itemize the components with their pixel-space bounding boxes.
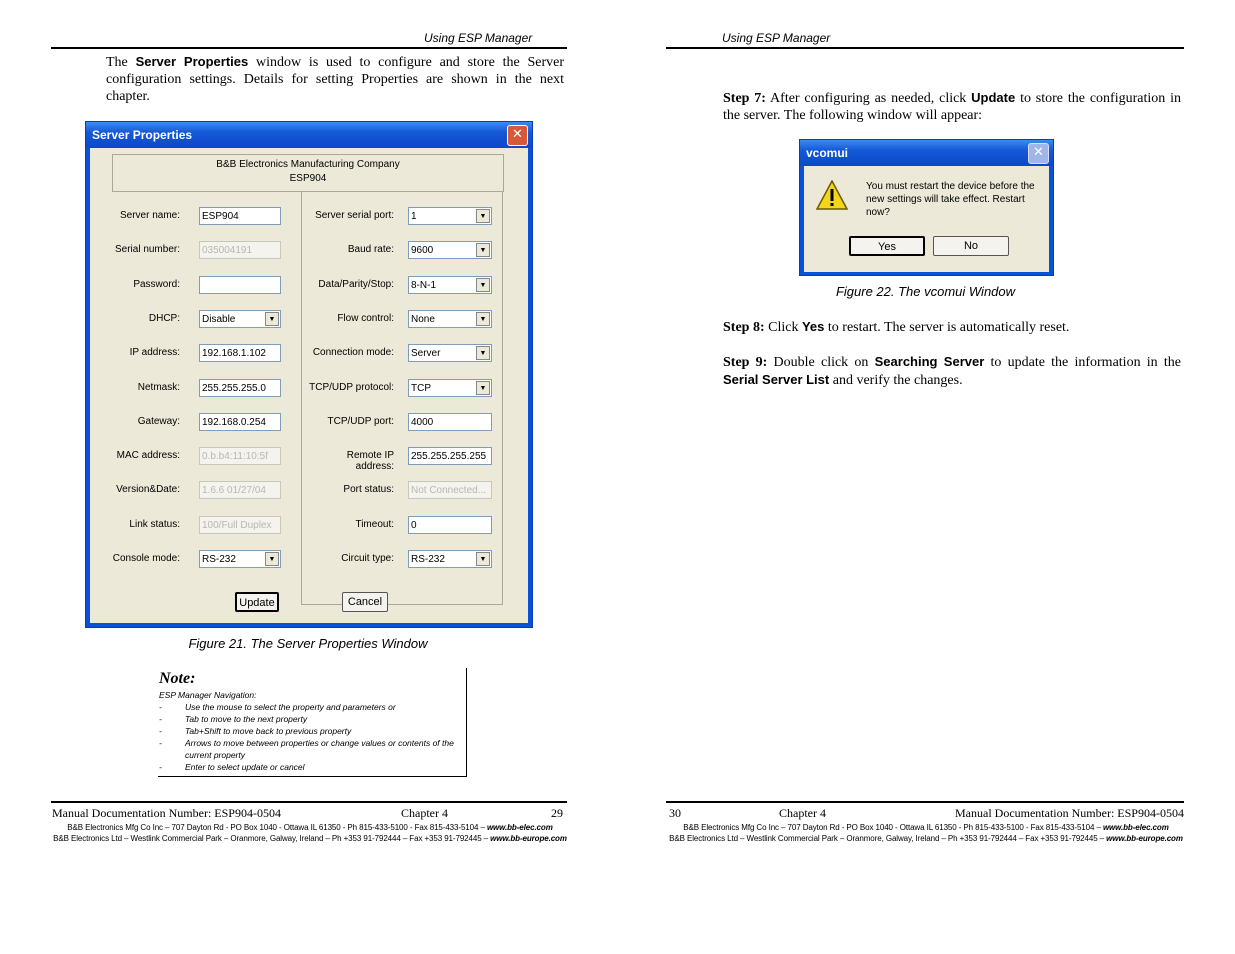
yes-button[interactable]: Yes (849, 236, 925, 256)
select-field[interactable] (408, 550, 492, 568)
field-value: TCP (411, 383, 431, 394)
chevron-down-icon[interactable]: ▼ (265, 312, 279, 326)
note-item: Tab+Shift to move back to previous property (185, 726, 352, 736)
select-field[interactable] (199, 310, 281, 328)
field-value: Not Connected... (411, 485, 487, 496)
note-box (158, 668, 467, 777)
field-label: Data/Parity/Stop: (318, 279, 394, 290)
field-label: Connection mode: (312, 347, 394, 358)
chevron-down-icon[interactable]: ▼ (476, 312, 490, 326)
title-bar (86, 122, 532, 148)
field-label: Baud rate: (347, 244, 394, 255)
field-label: Netmask: (137, 382, 180, 393)
field-value: RS-232 (202, 554, 236, 565)
intro-paragraph (106, 53, 564, 105)
dialog-body (804, 166, 1049, 272)
field-value: 9600 (411, 245, 434, 256)
chevron-down-icon[interactable]: ▼ (476, 209, 490, 223)
text-field[interactable] (199, 413, 281, 431)
field-value: 192.168.1.102 (202, 348, 266, 359)
footer-rule (51, 801, 567, 803)
field-label: DHCP: (148, 313, 180, 324)
address-text: B&B Electronics Ltd – Westlink Commercial Park – Oranmore, Galway, Ireland – Ph +353 91-792444 – Fax +353 91-792445 – (669, 834, 1107, 843)
step-bold: Serial Server List (723, 372, 830, 387)
field-label: Port status: (343, 484, 394, 495)
field-value: RS-232 (411, 554, 445, 565)
step-7 (723, 89, 1181, 124)
text-field (199, 481, 281, 499)
bullet-dash: - (159, 702, 162, 712)
step-9 (723, 353, 1181, 389)
address-text: B&B Electronics Ltd – Westlink Commercial Park – Oranmore, Galway, Ireland – Ph +353 91-792444 – Fax +353 91-792445 – (53, 834, 491, 843)
step-text: and verify the changes. (829, 373, 963, 388)
intro-text: The (106, 55, 136, 70)
window-title: vcomui (806, 146, 849, 160)
right-footer-chapter: Chapter 4 (779, 806, 826, 820)
company-banner (112, 154, 504, 192)
right-address-eu (656, 834, 1196, 843)
step-8 (723, 318, 1181, 336)
step-text: Click (764, 320, 802, 335)
field-value: 100/Full Duplex (202, 520, 272, 531)
field-label: Gateway: (137, 416, 180, 427)
select-field[interactable] (408, 379, 492, 397)
address-text: B&B Electronics Mfg Co Inc – 707 Dayton Rd - PO Box 1040 - Ottawa IL 61350 - Ph 815-433-5100 - Fax 815-433-5104 – (67, 823, 487, 832)
left-footer-page: 29 (551, 806, 563, 820)
note-item: Use the mouse to select the property and parameters or (185, 702, 396, 712)
step-text: to update the information in the (984, 355, 1181, 370)
bullet-dash: - (159, 762, 162, 772)
field-value: None (411, 314, 435, 325)
text-field[interactable] (199, 379, 281, 397)
close-icon[interactable]: ✕ (1028, 143, 1049, 164)
field-value: 0 (411, 520, 417, 531)
text-field (199, 447, 281, 465)
select-field[interactable] (408, 207, 492, 225)
step-bold: Searching Server (874, 354, 985, 369)
figure-22-caption: Figure 22. The vcomui Window (835, 284, 1016, 299)
field-label: Link status: (129, 519, 180, 530)
left-footer-chapter: Chapter 4 (401, 806, 448, 820)
select-field[interactable] (199, 550, 281, 568)
text-field[interactable] (408, 447, 492, 465)
address-text: B&B Electronics Mfg Co Inc – 707 Dayton Rd - PO Box 1040 - Ottawa IL 61350 - Ph 815-433-5100 - Fax 815-433-5104 – (683, 823, 1103, 832)
text-field[interactable] (199, 276, 281, 294)
update-button[interactable]: Update (235, 592, 279, 612)
chevron-down-icon[interactable]: ▼ (476, 278, 490, 292)
step-text: Double click on (767, 355, 875, 370)
step-label: Step 8: (723, 320, 765, 335)
field-label: Circuit type: (341, 553, 394, 564)
header-rule (51, 47, 567, 49)
select-field[interactable] (408, 310, 492, 328)
field-label: MAC address: (116, 450, 180, 461)
field-value: 035004191 (202, 245, 253, 256)
footer-rule (666, 801, 1184, 803)
chevron-down-icon[interactable]: ▼ (265, 552, 279, 566)
title-bar (800, 140, 1053, 166)
note-subtitle: ESP Manager Navigation: (159, 690, 257, 700)
field-label: TCP/UDP port: (327, 416, 394, 427)
right-page-header: Using ESP Manager (722, 31, 831, 45)
field-value: 4000 (411, 417, 434, 428)
server-properties-window (85, 121, 533, 628)
left-address-eu (40, 834, 580, 843)
select-field[interactable] (408, 276, 492, 294)
web-link[interactable]: www.bb-europe.com (1106, 834, 1183, 843)
intro-text: window is used to configure and store the Server configuration settings. Details for setting Properties are shown in the next chapter. (106, 55, 565, 104)
chevron-down-icon[interactable]: ▼ (476, 346, 490, 360)
step-bold: Yes (801, 319, 825, 334)
field-label: TCP/UDP protocol: (309, 382, 394, 393)
field-value: 255.255.255.0 (202, 383, 266, 394)
left-page-header: Using ESP Manager (424, 31, 533, 45)
field-label: Flow control: (337, 313, 394, 324)
field-value: Server (411, 348, 441, 359)
bullet-dash: - (159, 738, 162, 748)
dialog-body (90, 148, 528, 623)
note-title: Note: (159, 670, 196, 687)
field-value: 192.168.0.254 (202, 417, 266, 428)
field-value: 0.b.b4:11:10:5f (202, 451, 268, 462)
cancel-button[interactable]: Cancel (342, 592, 388, 612)
bullet-dash: - (159, 726, 162, 736)
text-field[interactable] (199, 344, 281, 362)
text-field[interactable] (408, 413, 492, 431)
chevron-down-icon[interactable]: ▼ (476, 381, 490, 395)
note-item: Enter to select update or cancel (185, 762, 305, 772)
web-link[interactable]: www.bb-elec.com (1102, 823, 1169, 832)
field-label: Version&Date: (116, 484, 180, 495)
field-value: 8-N-1 (411, 280, 437, 291)
note-item: Tab to move to the next property (185, 714, 308, 724)
chevron-down-icon[interactable]: ▼ (476, 552, 490, 566)
field-label: Server name: (119, 210, 180, 221)
no-button[interactable]: No (933, 236, 1009, 256)
field-value: Disable (202, 314, 236, 325)
field-label: Serial number: (114, 244, 180, 255)
field-label: Timeout: (355, 519, 394, 530)
field-label: Password: (133, 279, 180, 290)
field-value: 255.255.255.255 (411, 451, 487, 462)
left-address-us (40, 823, 580, 832)
left-footer-doc: Manual Documentation Number: ESP904-0504 (52, 806, 281, 820)
field-value: 1 (411, 211, 417, 222)
step-text: to store the configuration in the server. The following window will appear: (723, 91, 1181, 123)
close-icon[interactable]: ✕ (507, 125, 528, 146)
step-text: to restart. The server is automatically reset. (824, 320, 1070, 335)
chevron-down-icon[interactable]: ▼ (476, 243, 490, 257)
bullet-dash: - (159, 714, 162, 724)
field-label: IP address: (129, 347, 180, 358)
model-name: ESP904 (289, 173, 327, 184)
select-field[interactable] (408, 241, 492, 259)
vcomui-message: You must restart the device before the new settings will take effect. Restart now? (866, 181, 1035, 218)
text-field (199, 241, 281, 259)
step-label: Step 7: (723, 91, 766, 106)
step-label: Step 9: (723, 355, 768, 370)
web-link[interactable]: www.bb-europe.com (490, 834, 567, 843)
select-field[interactable] (408, 344, 492, 362)
right-address-us (656, 823, 1196, 832)
step-text: After configuring as needed, click (765, 91, 972, 106)
field-label: Server serial port: (315, 210, 394, 221)
figure-21-caption: Figure 21. The Server Properties Window (188, 636, 428, 651)
company-name: B&B Electronics Manufacturing Company (216, 159, 400, 170)
field-label: Remote IP address: (346, 450, 394, 472)
field-value: ESP904 (202, 211, 239, 222)
text-field[interactable] (408, 516, 492, 534)
right-footer-doc: Manual Documentation Number: ESP904-0504 (955, 806, 1184, 820)
text-field (408, 481, 492, 499)
warning-icon (816, 180, 848, 210)
right-footer-page: 30 (669, 806, 681, 820)
field-label: Console mode: (112, 553, 180, 564)
intro-bold: Server Properties (135, 54, 249, 69)
text-field (199, 516, 281, 534)
window-title: Server Properties (92, 128, 193, 142)
header-rule (666, 47, 1184, 49)
field-value: 1.6.6 01/27/04 (202, 485, 266, 496)
note-item: Arrows to move between properties or change values or contents of the (185, 738, 454, 748)
vcomui-window (799, 139, 1054, 276)
web-link[interactable]: www.bb-elec.com (486, 823, 553, 832)
text-field[interactable] (199, 207, 281, 225)
note-item: current property (185, 750, 245, 760)
step-bold: Update (971, 90, 1016, 105)
